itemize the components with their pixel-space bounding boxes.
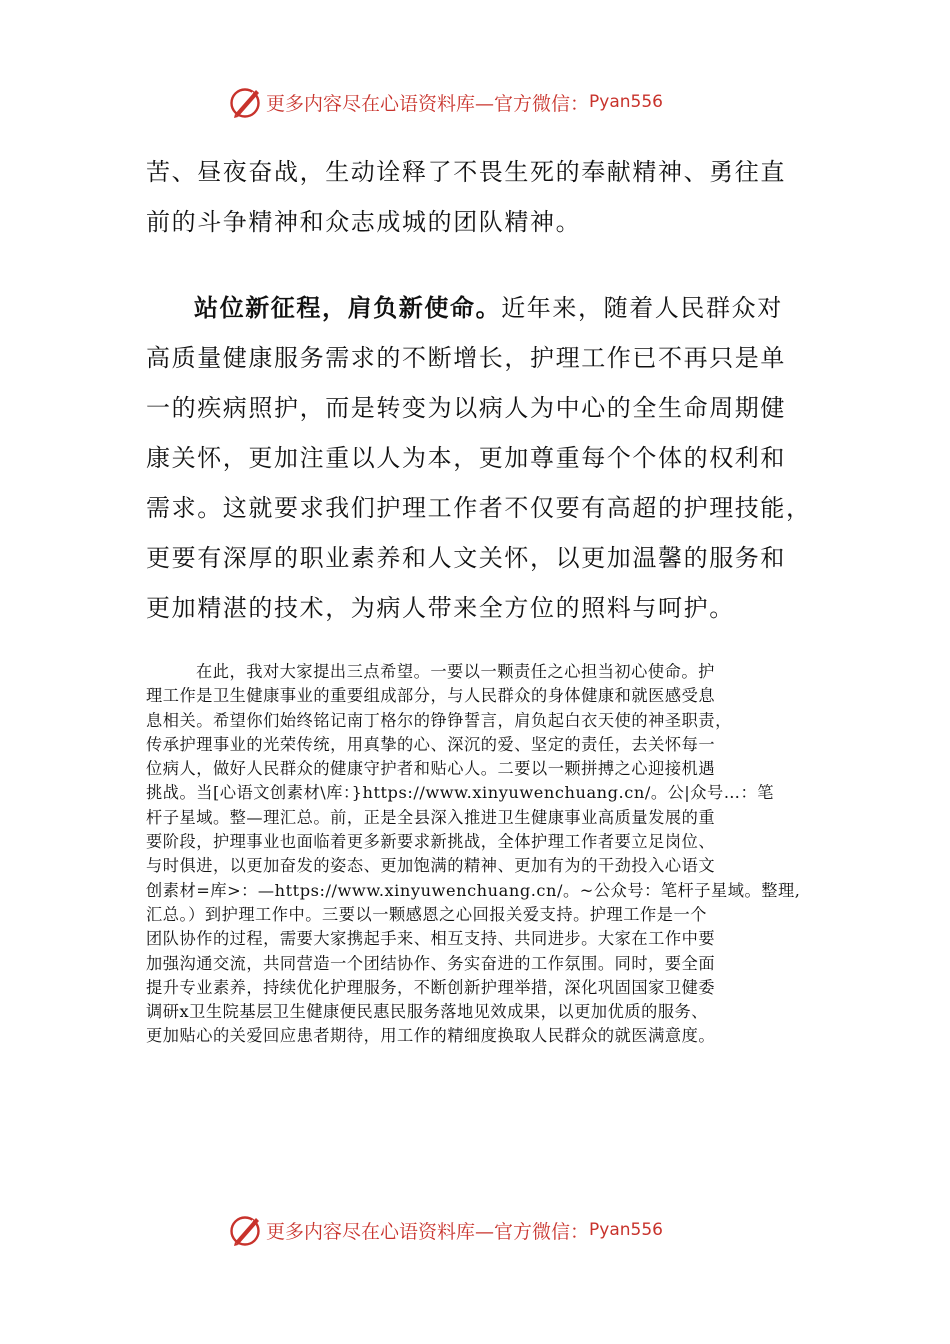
header-banner-text: 更多内容尽在心语资料库—官方微信： [266,92,590,115]
paragraph-3-line: 息相关。希望你们始终铭记南丁格尔的铮铮誓言，肩负起白衣天使的神圣职责， [146,710,732,730]
header-banner [228,80,748,124]
paragraph-3-line: 与时俱进，以更加奋发的姿态、更加饱满的精神、更加有为的干劲投入心语文 [146,856,716,876]
paragraph-1 [146,147,816,247]
paragraph-3-line: 挑战。当[心语文创素材\库：}https://www.xinyuwenchuang.cn/。公|众号…：笔 [146,783,774,803]
section-heading: 站位新征程，肩负新使命。 [194,294,502,322]
paragraph-2-line: 更加精湛的技术，为病人带来全方位的照料与呵护。 [146,594,735,622]
footer-banner [228,1208,748,1252]
paragraph-2 [146,283,816,633]
paragraph-2-line: 一的疾病照护，而是转变为以病人为中心的全生命周期健 [146,394,786,422]
paragraph-3-line: 杆子星域。整—理汇总。前，正是全县深入推进卫生健康事业高质量发展的重 [146,807,716,827]
paragraph-3-line: 调研x卫生院基层卫生健康便民惠民服务落地见效成果，以更加优质的服务、 [146,1002,709,1022]
paragraph-3-line: 创素材=库>：—https://www.xinyuwenchuang.cn/。~公众号：笔杆子星域。整理, [146,880,801,900]
paragraph-3-line: 理工作是卫生健康事业的重要组成部分，与人民群众的身体健康和就医感受息 [146,686,716,706]
paragraph-2-line: 需求。这就要求我们护理工作者不仅要有高超的护理技能， [146,494,812,522]
paragraph-3-line: 加强沟通交流，共同营造一个团结协作、务实奋进的工作氛围。同时，要全面 [146,953,716,973]
paragraph-2-line: 康关怀，更加注重以人为本，更加尊重每个个体的权利和 [146,444,786,472]
footer-banner-text: 更多内容尽在心语资料库—官方微信： [266,1220,590,1243]
footer-banner-id: Pyan556 [589,1220,663,1240]
pen-logo-icon [228,1212,264,1248]
paragraph-3-line: 汇总。）到护理工作中。三要以一颗感恩之心回报关爱支持。护理工作是一个 [146,904,707,924]
paragraph-3-line: 要阶段，护理事业也面临着更多新要求新挑战，全体护理工作者要立足岗位、 [146,832,716,852]
paragraph-2-first-line [146,283,816,333]
paragraph-2-line: 更要有深厚的职业素养和人文关怀，以更加温馨的服务和 [146,544,786,572]
paragraph-3 [146,660,816,1049]
paragraph-2-line: 高质量健康服务需求的不断增长，护理工作已不再只是单 [146,344,786,372]
paragraph-3-line: 位病人，做好人民群众的健康守护者和贴心人。二要以一颗拼搏之心迎接机遇 [146,759,716,779]
paragraph-1-line: 前的斗争精神和众志成城的团队精神。 [146,208,582,236]
paragraph-3-line: 传承护理事业的光荣传统，用真挚的心、深沉的爱、坚定的责任，去关怀每一 [146,734,716,754]
paragraph-3-line: 团队协作的过程，需要大家携起手来、相互支持、共同进步。大家在工作中要 [146,929,716,949]
header-banner-id: Pyan556 [589,92,663,112]
paragraph-3-line: 在此，我对大家提出三点希望。一要以一颗责任之心担当初心使命。护 [196,662,715,681]
paragraph-3-line: 更加贴心的关爱回应患者期待，用工作的精细度换取人民群众的就医满意度。 [146,1026,716,1046]
pen-logo-icon [228,84,264,120]
paragraph-2-first-line-rest: 近年来，随着人民群众对 [501,294,783,322]
paragraph-3-line: 提升专业素养，持续优化护理服务，不断创新护理举措，深化巩固国家卫健委 [146,977,716,997]
paragraph-1-line: 苦、昼夜奋战，生动诠释了不畏生死的奉献精神、勇往直 [146,158,786,186]
